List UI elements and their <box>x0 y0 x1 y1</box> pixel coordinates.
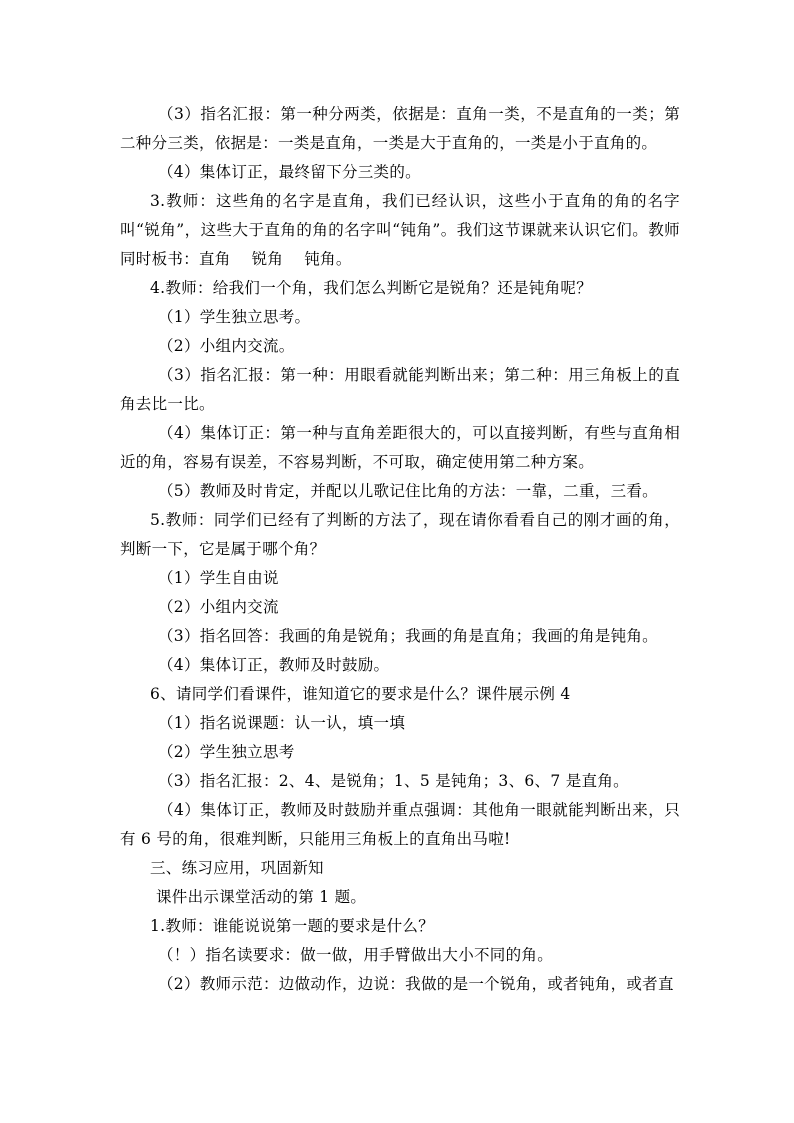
paragraph: 4.教师：给我们一个角，我们怎么判断它是锐角？还是钝角呢？ <box>150 279 592 297</box>
paragraph: （4）集体订正，教师及时鼓励并重点强调：其他角一眼就能判断出来，只有 6 号的角，很难判断，只能用三角板上的直角出马啦! <box>120 801 680 848</box>
paragraph: （1）指名说课题：认一认，填一填 <box>158 714 406 732</box>
paragraph: （2）教师示范：边做动作，边说：我做的是一个锐角，或者钝角，或者直 <box>158 975 674 993</box>
paragraph: 课件出示课堂活动的第 1 题。 <box>156 888 367 906</box>
paragraph: （3）指名汇报：2、4、是锐角；1、5 是钝角；3、6、7 是直角。 <box>158 772 629 790</box>
paragraph: （2）小组内交流。 <box>158 337 295 355</box>
paragraph: 3.教师：这些角的名字是直角，我们已经认识，这些小于直角的角的名字叫“锐角”，这些大于直角的角的名字叫“钝角”。我们这节课就来认识它们。教师同时板书：直角 锐角 钝角。 <box>120 192 680 268</box>
paragraph: （5）教师及时肯定，并配以儿歌记住比角的方法：一靠，二重，三看。 <box>158 482 658 500</box>
paragraph: （3）指名汇报：第一种：用眼看就能判断出来；第二种：用三角板上的直角去比一比。 <box>120 366 680 413</box>
paragraph: （4）集体订正：第一种与直角差距很大的，可以直接判断，有些与直角相近的角，容易有误差，不容易判断，不可取，确定使用第二种方案。 <box>120 424 680 471</box>
paragraph: （1）学生独立思考。 <box>158 308 311 326</box>
paragraph: （2）小组内交流 <box>158 598 279 616</box>
paragraph: （4）集体订正，教师及时鼓励。 <box>158 656 390 674</box>
document-body <box>120 100 680 999</box>
paragraph: （3）指名回答：我画的角是锐角；我画的角是直角；我画的角是钝角。 <box>158 627 658 645</box>
paragraph: （1）学生自由说 <box>158 569 279 587</box>
paragraph: 1.教师：谁能说说第一题的要求是什么？ <box>150 917 434 935</box>
section-heading: 三、练习应用，巩固新知 <box>150 859 324 877</box>
paragraph: （！）指名读要求：做一做，用手臂做出大小不同的角。 <box>158 946 554 964</box>
paragraph: （3）指名汇报：第一种分两类，依据是：直角一类，不是直角的一类；第二种分三类，依据是：一类是直角，一类是大于直角的，一类是小于直角的。 <box>120 105 680 152</box>
paragraph: （2）学生独立思考 <box>158 743 295 761</box>
paragraph: 5.教师：同学们已经有了判断的方法了，现在请你看看自己的刚才画的角，判断一下，它是属于哪个角？ <box>120 511 680 558</box>
paragraph: 6、请同学们看课件，谁知道它的要求是什么？课件展示例 4 <box>150 685 571 703</box>
paragraph: （4）集体订正，最终留下分三类的。 <box>158 163 421 181</box>
